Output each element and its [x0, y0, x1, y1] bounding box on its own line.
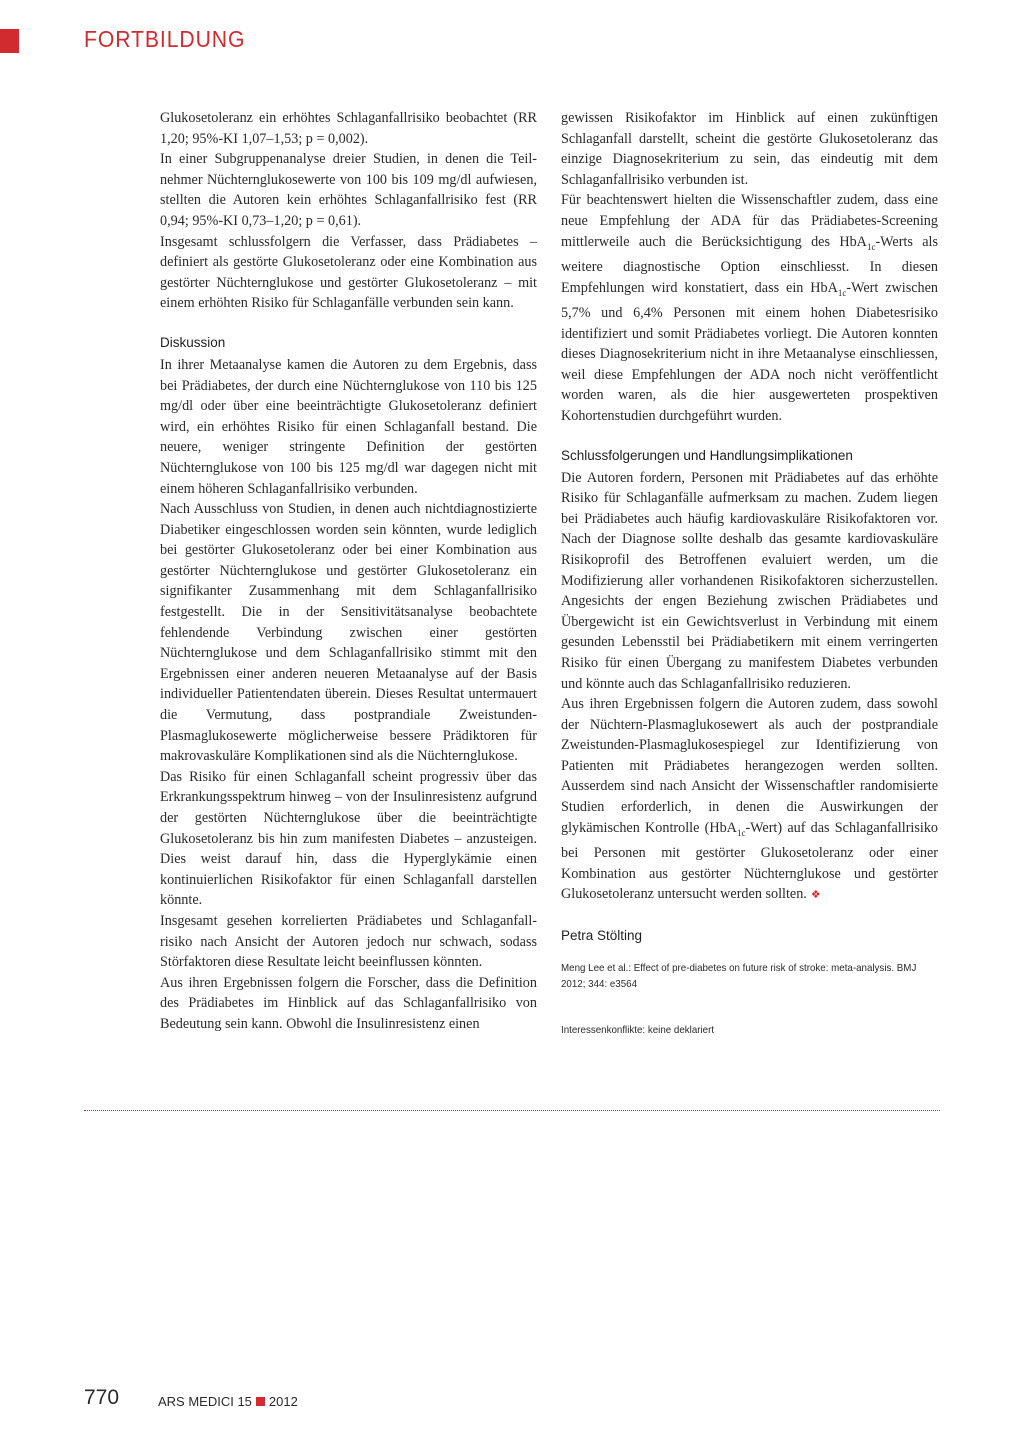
section-heading: Diskussion: [160, 334, 226, 350]
dotted-divider: [84, 1110, 940, 1111]
right-column-body: [561, 108, 938, 906]
paragraph: Insgesamt gesehen korrelierten Prädiabetes und Schlaganfallrisiko nach Ansicht der Autoren jedoch nur schwach, sodass Störfaktoren diese Resultate leicht beeinflussen könnten.: [160, 912, 537, 971]
paragraph: Glukosetoleranz ein erhöhtes Schlaganfallrisiko beobachtet (RR 1,20; 95%-KI 1,07–1,53; p = 0,002).: [160, 110, 537, 147]
paragraph: Nach Ausschluss von Studien, in denen auch nichtdiagnostizierte Diabetiker eingeschlossen worden sein könnten, wurde lediglich bei gestörter Glukosetoleranz oder bei einer Kombination aus gestörter Nüchternglukose und gestörter Glukosetoleranz ein signifikanter Zusammenhang mit dem Schlaganfallrisiko festgestellt. Die in der Sensitivitätsanalyse beobachtete fehlendende Verbindung zwischen einer gestörten Nüchternglukose und dem Schlaganfallrisiko stimmt mit den Ergebnissen einer anderen neueren Metaanalyse auf der Basis individueller Patientendaten überein. Dieses Resultat untermauert die Vermutung, dass postprandiale Zweistunden-Plasmaglukosewerte möglicherweise bessere Prädiktoren für makrovaskuläre Komplikationen sind als die Nüchternglukose.: [160, 501, 537, 765]
section-heading: Schlussfolgerungen und Handlungsimplikationen: [561, 447, 853, 463]
right-column: [561, 108, 938, 1038]
paragraph: gewissen Risikofaktor im Hinblick auf einen zukünftigen Schlaganfall darstellt, scheint die gestörte Glukosetoleranz das einzige Diagnosekriterium zu sein, das eindeutig mit dem Schlaganfallrisiko verbunden ist.: [561, 110, 938, 188]
section-color-bar: [0, 29, 19, 53]
section-title: FORTBILDUNG: [84, 26, 246, 52]
paragraph: In einer Subgruppenanalyse dreier Studien, in denen die Teilnehmer Nüchternglukosewerte von 100 bis 109 mg/dl aufwiesen, stellten die Autoren kein erhöhtes Schlaganfallrisiko fest (RR 0,94; 95%-KI 0,73–1,20; p = 0,61).: [160, 151, 537, 229]
square-icon: [256, 1397, 265, 1406]
journal-info: [158, 1394, 298, 1409]
paragraph: Aus ihren Ergebnissen folgern die Forscher, dass die Definition des Prädiabetes im Hinblick auf das Schlaganfallrisiko von Bedeutung sein kann. Obwohl die Insulinresistenz einen: [160, 974, 537, 1032]
journal-name: ARS MEDICI 15: [158, 1394, 252, 1409]
paragraph: Für beachtenswert hielten die Wissenschaftler zudem, dass eine neue Empfehlung der ADA für das Prädiabetes-Screening mittlerweile auch die Berücksichtigung des HbA$_{1c}$-Werts als weitere diagnostische Option einschliesst. In diesen Empfehlungen wird konstatiert, dass ein HbA$_{1c}$-Wert zwischen 5,7% und 6,4% Personen mit einem hohen Diabetesrisiko identifiziert und somit Prädiabetes vorliegt. Die Autoren konnten dieses Diagnosekriterium nicht in ihre Metaanalyse einschliessen, weil diese Empfehlungen der ADA noch nicht veröffentlicht worden waren, als die hier ausgewerteten prospektiven Kohortenstudien durchgeführt wurden.: [561, 192, 938, 424]
paragraph: Aus ihren Ergebnissen folgern die Autoren zudem, dass sowohl der Nüchtern-Plasmaglukosewert als auch der postprandiale Zweistunden-Plasmaglukosespiegel zur Identifizierung von Patienten mit Prädiabetes herangezogen werden sollten. Ausserdem sind nach Ansicht der Wissenschaftler randomisierte Studien erforderlich, in denen die Auswirkungen der glykämischen Kontrolle (HbA$_{1c}$-Wert) auf das Schlaganfallrisiko bei Personen mit gestörter Glukosetoleranz oder einer Kombination aus gestörter Nüchternglukose und gestörter Glukosetoleranz untersucht werden sollten. ❖: [561, 696, 939, 903]
left-column: [160, 108, 537, 1035]
reference-citation: Meng Lee et al.: Effect of pre-diabetes on future risk of stroke: meta-analysis. BMJ 2012; 344: e3564: [561, 961, 917, 990]
page-number: 770: [84, 1386, 120, 1409]
conflicts-of-interest: Interessenkonflikte: keine deklariert: [561, 1023, 715, 1036]
paragraph: Das Risiko für einen Schlaganfall scheint progressiv über das Erkrankungsspektrum hinweg – von der Insulinresistenz aufgrund der gestörten Nüchternglukose über die beeinträchtigte Glukosetoleranz bis hin zum manifesten Diabetes – anzusteigen. Dies weist darauf hin, dass die Hyperglykämie einen kontinuierlichen Risikofaktor für einen Schlaganfall darstellen könnte.: [160, 768, 537, 909]
paragraph: Insgesamt schlussfolgern die Verfasser, dass Prädiabetes – definiert als gestörte Glukosetoleranz oder eine Kombination aus gestörter Nüchternglukose und gestörter Glukosetoleranz – mit einem erhöhten Risiko für Schlaganfälle verbunden sein kann.: [160, 233, 537, 312]
journal-year: 2012: [268, 1394, 298, 1409]
paragraph: Die Autoren fordern, Personen mit Prädiabetes auf das erhöhte Risiko für Schlaganfälle aufmerksam zu machen. Zudem liegen bei Prädiabetes auch häufig kardiovaskuläre Risikofaktoren vor. Nach der Diagnose sollte deshalb das gesamte kardiovaskuläre Risikoprofil des Betroffenen evaluiert werden, um die Modifizierung aller vorhandenen Risikofaktoren sicherzustellen. Angesichts der engen Beziehung zwischen Prädiabetes und Übergewicht ist ein Gewichtsverlust in Verbindung mit einem gesunden Lebensstil bei Prädiabetikern mit einem verringerten Risiko für einen Übergang zu manifestem Diabetes verbunden und könnte auch das Schlaganfallrisiko reduzieren.: [561, 469, 938, 692]
paragraph: In ihrer Metaanalyse kamen die Autoren zu dem Ergebnis, dass bei Prädiabetes, der durch eine Nüchternglukose von 110 bis 125 mg/dl oder über eine beeinträchtigte Glukosetoleranz definiert wird, ein erhöhtes Risiko für einen Schlaganfall bestand. Die neuere, weniger stringente Definition der gestörten Nüchternglukose von 100 bis 125 mg/dl war dagegen nicht mit einem höheren Schlaganfallrisiko verbunden.: [160, 356, 537, 497]
end-mark-icon: ❖: [810, 889, 821, 902]
author-name: Petra Stölting: [561, 927, 643, 943]
